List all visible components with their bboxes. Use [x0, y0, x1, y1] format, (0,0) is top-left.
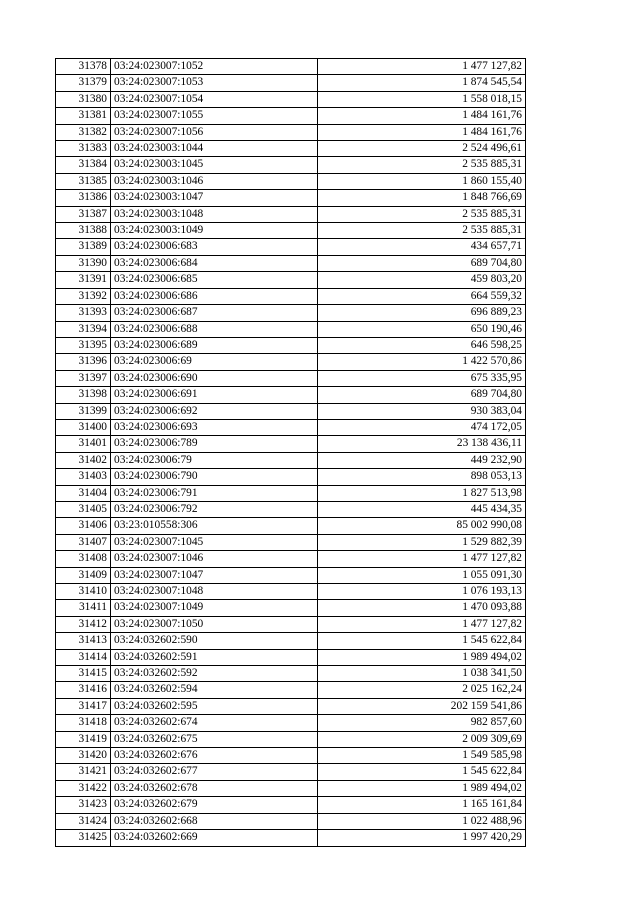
- row-number-cell: 31381: [56, 108, 111, 124]
- cadastral-value-cell: 445 434,35: [318, 501, 526, 517]
- table-row: [56, 666, 526, 682]
- cadastral-number-cell: 03:24:023003:1044: [111, 141, 318, 157]
- row-number-cell: 31409: [56, 567, 111, 583]
- cadastral-value-cell: 85 002 990,08: [318, 518, 526, 534]
- cadastral-number-cell: 03:24:023007:1056: [111, 124, 318, 140]
- cadastral-value-cell: 1 022 488,96: [318, 813, 526, 829]
- cadastral-number-cell: 03:24:032602:677: [111, 764, 318, 780]
- table-row: [56, 633, 526, 649]
- row-number-cell: 31389: [56, 239, 111, 255]
- table-row: [56, 288, 526, 304]
- table-row: [56, 141, 526, 157]
- row-number-cell: 31402: [56, 452, 111, 468]
- row-number-cell: 31397: [56, 370, 111, 386]
- cadastral-value-cell: 689 704,80: [318, 255, 526, 271]
- table-row: [56, 321, 526, 337]
- table-row: [56, 305, 526, 321]
- cadastral-number-cell: 03:24:023007:1055: [111, 108, 318, 124]
- table-row: [56, 567, 526, 583]
- row-number-cell: 31383: [56, 141, 111, 157]
- registry-table-body: [56, 59, 526, 847]
- row-number-cell: 31411: [56, 600, 111, 616]
- cadastral-value-cell: 459 803,20: [318, 272, 526, 288]
- cadastral-number-cell: 03:24:032602:594: [111, 682, 318, 698]
- cadastral-number-cell: 03:24:023006:691: [111, 387, 318, 403]
- row-number-cell: 31384: [56, 157, 111, 173]
- cadastral-value-cell: 1 422 570,86: [318, 354, 526, 370]
- row-number-cell: 31413: [56, 633, 111, 649]
- cadastral-value-cell: 2 535 885,31: [318, 157, 526, 173]
- row-number-cell: 31393: [56, 305, 111, 321]
- row-number-cell: 31412: [56, 616, 111, 632]
- table-row: [56, 75, 526, 91]
- row-number-cell: 31379: [56, 75, 111, 91]
- cadastral-number-cell: 03:24:032602:679: [111, 797, 318, 813]
- cadastral-value-cell: 1 477 127,82: [318, 59, 526, 75]
- row-number-cell: 31407: [56, 534, 111, 550]
- table-row: [56, 813, 526, 829]
- table-row: [56, 337, 526, 353]
- cadastral-value-cell: 1 055 091,30: [318, 567, 526, 583]
- table-row: [56, 190, 526, 206]
- row-number-cell: 31405: [56, 501, 111, 517]
- row-number-cell: 31423: [56, 797, 111, 813]
- cadastral-value-cell: 1 529 882,39: [318, 534, 526, 550]
- cadastral-number-cell: 03:24:023007:1048: [111, 584, 318, 600]
- cadastral-number-cell: 03:24:032602:592: [111, 666, 318, 682]
- cadastral-number-cell: 03:24:023007:1052: [111, 59, 318, 75]
- cadastral-number-cell: 03:24:023006:789: [111, 436, 318, 452]
- cadastral-number-cell: 03:24:023006:69: [111, 354, 318, 370]
- cadastral-number-cell: 03:24:023006:688: [111, 321, 318, 337]
- cadastral-value-cell: 23 138 436,11: [318, 436, 526, 452]
- table-row: [56, 616, 526, 632]
- cadastral-number-cell: 03:24:023003:1049: [111, 223, 318, 239]
- cadastral-number-cell: 03:24:023003:1046: [111, 173, 318, 189]
- cadastral-value-cell: 982 857,60: [318, 715, 526, 731]
- cadastral-number-cell: 03:24:023006:692: [111, 403, 318, 419]
- row-number-cell: 31419: [56, 731, 111, 747]
- cadastral-value-cell: 1 989 494,02: [318, 649, 526, 665]
- cadastral-value-cell: 2 524 496,61: [318, 141, 526, 157]
- row-number-cell: 31417: [56, 698, 111, 714]
- cadastral-number-cell: 03:24:032602:668: [111, 813, 318, 829]
- cadastral-value-cell: 2 535 885,31: [318, 206, 526, 222]
- cadastral-value-cell: 1 484 161,76: [318, 124, 526, 140]
- cadastral-value-cell: 675 335,95: [318, 370, 526, 386]
- table-row: [56, 59, 526, 75]
- table-row: [56, 108, 526, 124]
- row-number-cell: 31380: [56, 91, 111, 107]
- row-number-cell: 31386: [56, 190, 111, 206]
- table-row: [56, 124, 526, 140]
- table-row: [56, 469, 526, 485]
- row-number-cell: 31395: [56, 337, 111, 353]
- cadastral-number-cell: 03:24:023007:1054: [111, 91, 318, 107]
- cadastral-number-cell: 03:24:032602:676: [111, 748, 318, 764]
- cadastral-number-cell: 03:24:032602:595: [111, 698, 318, 714]
- cadastral-number-cell: 03:24:032602:675: [111, 731, 318, 747]
- table-row: [56, 600, 526, 616]
- table-row: [56, 255, 526, 271]
- cadastral-value-cell: 650 190,46: [318, 321, 526, 337]
- table-row: [56, 173, 526, 189]
- cadastral-number-cell: 03:24:023007:1046: [111, 551, 318, 567]
- cadastral-value-cell: 2 025 162,24: [318, 682, 526, 698]
- table-row: [56, 419, 526, 435]
- row-number-cell: 31391: [56, 272, 111, 288]
- table-row: [56, 223, 526, 239]
- cadastral-value-cell: 449 232,90: [318, 452, 526, 468]
- cadastral-value-cell: 1 989 494,02: [318, 780, 526, 796]
- cadastral-value-cell: 1 549 585,98: [318, 748, 526, 764]
- cadastral-number-cell: 03:24:023006:792: [111, 501, 318, 517]
- row-number-cell: 31399: [56, 403, 111, 419]
- table-row: [56, 485, 526, 501]
- table-row: [56, 534, 526, 550]
- cadastral-number-cell: 03:24:023007:1049: [111, 600, 318, 616]
- row-number-cell: 31406: [56, 518, 111, 534]
- table-row: [56, 518, 526, 534]
- row-number-cell: 31401: [56, 436, 111, 452]
- cadastral-number-cell: 03:24:023006:693: [111, 419, 318, 435]
- table-row: [56, 731, 526, 747]
- cadastral-value-cell: 1 165 161,84: [318, 797, 526, 813]
- row-number-cell: 31416: [56, 682, 111, 698]
- row-number-cell: 31398: [56, 387, 111, 403]
- table-row: [56, 239, 526, 255]
- cadastral-value-cell: 1 997 420,29: [318, 830, 526, 846]
- cadastral-value-cell: 1 874 545,54: [318, 75, 526, 91]
- table-row: [56, 452, 526, 468]
- cadastral-number-cell: 03:24:023006:690: [111, 370, 318, 386]
- cadastral-value-cell: 646 598,25: [318, 337, 526, 353]
- cadastral-number-cell: 03:24:023007:1053: [111, 75, 318, 91]
- table-row: [56, 830, 526, 846]
- table-row: [56, 682, 526, 698]
- row-number-cell: 31382: [56, 124, 111, 140]
- row-number-cell: 31424: [56, 813, 111, 829]
- cadastral-value-cell: 1 848 766,69: [318, 190, 526, 206]
- table-row: [56, 584, 526, 600]
- cadastral-value-cell: 1 477 127,82: [318, 616, 526, 632]
- row-number-cell: 31388: [56, 223, 111, 239]
- cadastral-value-cell: 434 657,71: [318, 239, 526, 255]
- row-number-cell: 31421: [56, 764, 111, 780]
- row-number-cell: 31410: [56, 584, 111, 600]
- table-row: [56, 780, 526, 796]
- table-row: [56, 206, 526, 222]
- cadastral-value-cell: 2 535 885,31: [318, 223, 526, 239]
- cadastral-value-cell: 474 172,05: [318, 419, 526, 435]
- table-row: [56, 272, 526, 288]
- cadastral-value-cell: 1 470 093,88: [318, 600, 526, 616]
- cadastral-value-cell: 1 484 161,76: [318, 108, 526, 124]
- row-number-cell: 31408: [56, 551, 111, 567]
- cadastral-value-cell: 696 889,23: [318, 305, 526, 321]
- row-number-cell: 31390: [56, 255, 111, 271]
- row-number-cell: 31425: [56, 830, 111, 846]
- cadastral-value-cell: 1 827 513,98: [318, 485, 526, 501]
- cadastral-value-cell: 930 383,04: [318, 403, 526, 419]
- cadastral-number-cell: 03:24:023006:791: [111, 485, 318, 501]
- table-row: [56, 764, 526, 780]
- cadastral-number-cell: 03:24:023003:1048: [111, 206, 318, 222]
- cadastral-value-cell: 1 477 127,82: [318, 551, 526, 567]
- table-row: [56, 715, 526, 731]
- cadastral-number-cell: 03:24:032602:591: [111, 649, 318, 665]
- cadastral-value-cell: 2 009 309,69: [318, 731, 526, 747]
- table-row: [56, 436, 526, 452]
- cadastral-number-cell: 03:24:023003:1045: [111, 157, 318, 173]
- table-row: [56, 649, 526, 665]
- row-number-cell: 31414: [56, 649, 111, 665]
- table-row: [56, 551, 526, 567]
- table-row: [56, 797, 526, 813]
- table-row: [56, 354, 526, 370]
- cadastral-number-cell: 03:24:023007:1047: [111, 567, 318, 583]
- cadastral-number-cell: 03:24:023006:689: [111, 337, 318, 353]
- cadastral-number-cell: 03:24:023006:79: [111, 452, 318, 468]
- cadastral-value-cell: 689 704,80: [318, 387, 526, 403]
- cadastral-value-cell: 1 558 018,15: [318, 91, 526, 107]
- table-row: [56, 387, 526, 403]
- cadastral-value-cell: 202 159 541,86: [318, 698, 526, 714]
- cadastral-number-cell: 03:24:023007:1050: [111, 616, 318, 632]
- table-row: [56, 501, 526, 517]
- cadastral-number-cell: 03:24:023006:687: [111, 305, 318, 321]
- row-number-cell: 31400: [56, 419, 111, 435]
- cadastral-number-cell: 03:24:023006:683: [111, 239, 318, 255]
- table-row: [56, 698, 526, 714]
- row-number-cell: 31404: [56, 485, 111, 501]
- table-row: [56, 157, 526, 173]
- table-row: [56, 370, 526, 386]
- row-number-cell: 31378: [56, 59, 111, 75]
- row-number-cell: 31392: [56, 288, 111, 304]
- cadastral-number-cell: 03:24:023007:1045: [111, 534, 318, 550]
- cadastral-number-cell: 03:24:023006:686: [111, 288, 318, 304]
- cadastral-value-cell: 664 559,32: [318, 288, 526, 304]
- cadastral-value-cell: 1 038 341,50: [318, 666, 526, 682]
- row-number-cell: 31418: [56, 715, 111, 731]
- row-number-cell: 31387: [56, 206, 111, 222]
- row-number-cell: 31403: [56, 469, 111, 485]
- cadastral-number-cell: 03:24:023006:685: [111, 272, 318, 288]
- cadastral-number-cell: 03:24:032602:590: [111, 633, 318, 649]
- cadastral-number-cell: 03:24:023006:790: [111, 469, 318, 485]
- table-row: [56, 91, 526, 107]
- cadastral-number-cell: 03:24:023003:1047: [111, 190, 318, 206]
- row-number-cell: 31394: [56, 321, 111, 337]
- cadastral-number-cell: 03:24:032602:678: [111, 780, 318, 796]
- row-number-cell: 31396: [56, 354, 111, 370]
- row-number-cell: 31422: [56, 780, 111, 796]
- cadastral-value-cell: 1 545 622,84: [318, 764, 526, 780]
- cadastral-value-cell: 1 076 193,13: [318, 584, 526, 600]
- cadastral-number-cell: 03:24:032602:669: [111, 830, 318, 846]
- table-row: [56, 403, 526, 419]
- row-number-cell: 31420: [56, 748, 111, 764]
- cadastral-value-cell: 1 860 155,40: [318, 173, 526, 189]
- cadastral-number-cell: 03:24:032602:674: [111, 715, 318, 731]
- registry-table: [55, 58, 526, 847]
- cadastral-number-cell: 03:24:023006:684: [111, 255, 318, 271]
- cadastral-value-cell: 1 545 622,84: [318, 633, 526, 649]
- row-number-cell: 31415: [56, 666, 111, 682]
- table-row: [56, 748, 526, 764]
- cadastral-value-cell: 898 053,13: [318, 469, 526, 485]
- cadastral-number-cell: 03:23:010558:306: [111, 518, 318, 534]
- row-number-cell: 31385: [56, 173, 111, 189]
